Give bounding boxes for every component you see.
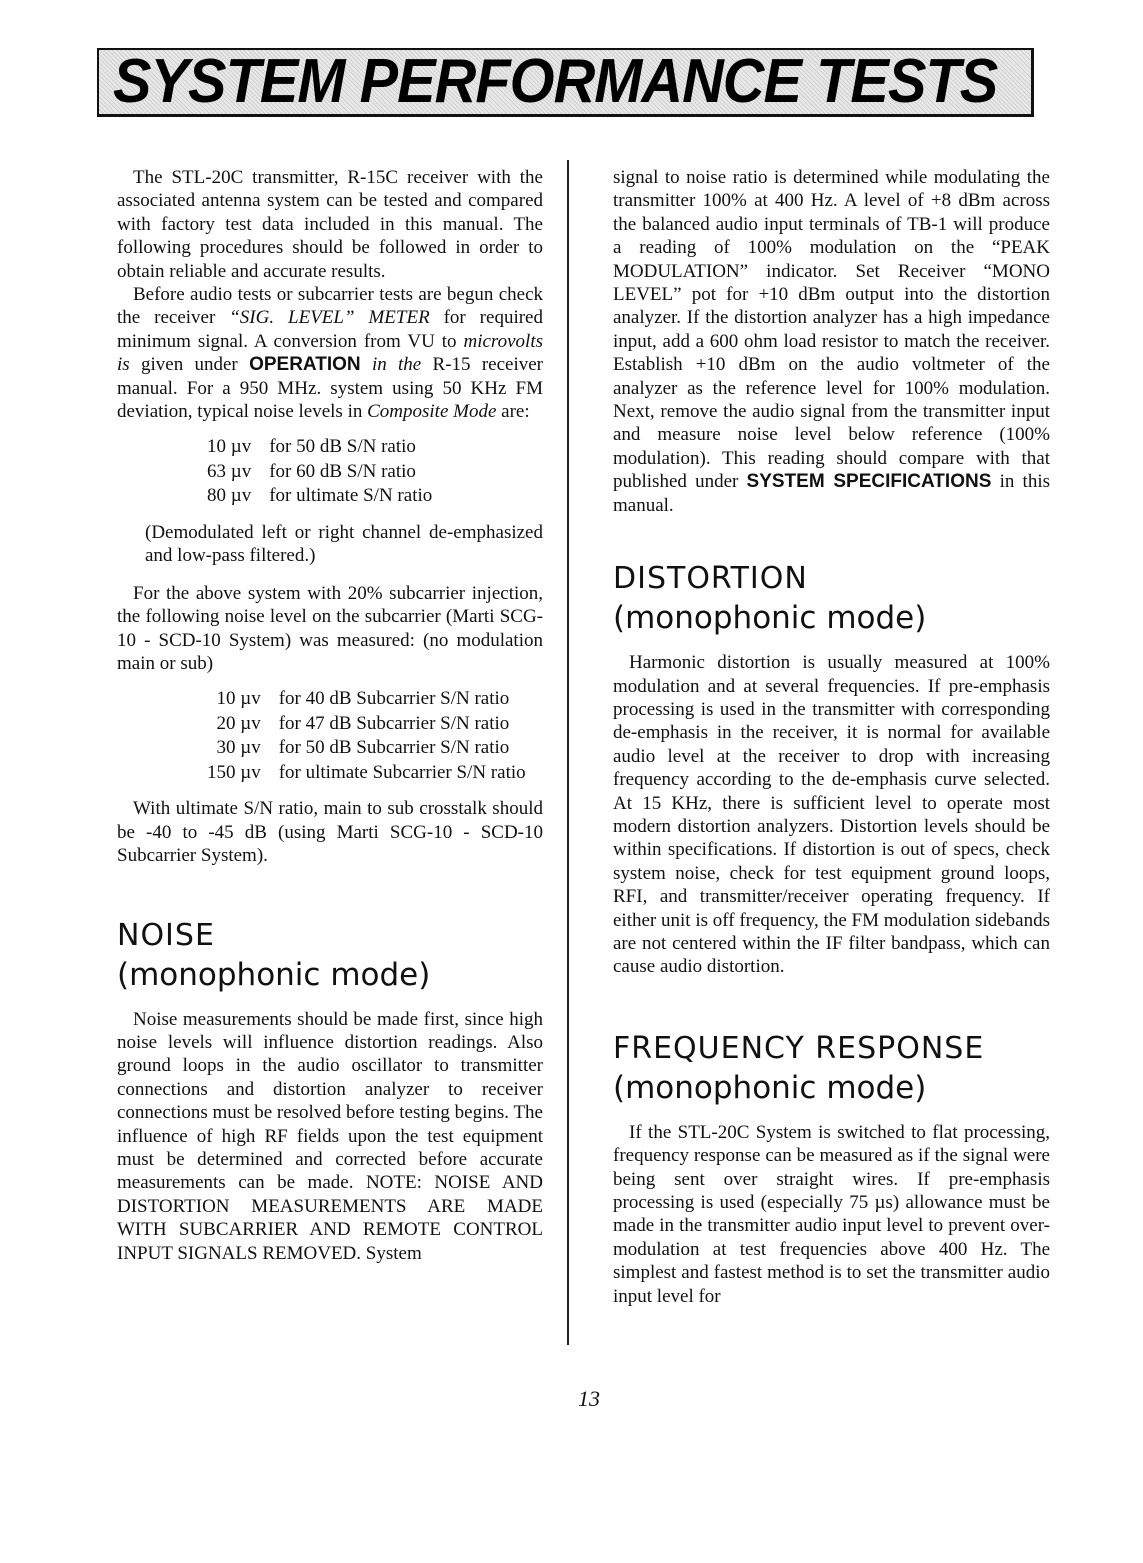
text-run: If the STL-20C System is switched to flat processing, frequency response can be measured as if the signal were being sent over straight wires. If pre-emphasis processing is used (especially 75 µs) allowance must be made in the transmitter audio input level to prevent over-modulation at test frequencies above 400 Hz. The simplest and fastest method is to set the transmitter audio input level for: [613, 1121, 1050, 1307]
text-run: Harmonic distortion is usually measured at 100% modulation and at several frequencies. If pre-emphasis processing is used in the transmitter with corresponding de-emphasis in the receiver, it is normal for available audio level at the receiver to drop with increasing frequency according to the de-emphasis curve selected. At 15 KHz, there is sufficient level to operate most modern distortion analyzers. Distortion levels should be within specifications. If distortion is out of specs, check system noise, check for test equipment ground loops, RFI, and transmitter/receiver operating frequency. If either unit is off frequency, the FM modulation sidebands are not centered within the IF filter bandpass, which can cause audio distortion.: [613, 652, 1050, 978]
text-run: for required minimum signal. A conversion from VU to: [117, 307, 543, 352]
level-value: 10 µv: [216, 688, 261, 710]
text-run: Before audio tests or subcarrier tests are begun check the receiver: [117, 284, 543, 329]
paragraph: [117, 283, 543, 423]
level-value: 30 µv: [216, 737, 261, 759]
level-description: for 60 dB S/N ratio: [269, 460, 416, 482]
level-value: 80 µv: [207, 485, 252, 507]
text-run: Composite Mode: [367, 401, 497, 423]
text-run: Noise measurements should be made first, since high noise levels will influence distortion readings. Also ground loops in the audio oscillator to transmitter connections and distortion analyzer to receiver connections must be resolved before testing begins. The influence of high RF fields upon the test equipment must be determined and corrected before accurate measurements can be made. NOTE: NOISE AND DISTORTION MEASUREMENTS ARE MADE WITH SUBCARRIER AND REMOTE CONTROL INPUT SIGNALS REMOVED. System: [117, 1008, 543, 1264]
level-row: [207, 460, 442, 485]
section-subheading: (monophonic mode): [613, 600, 927, 637]
level-description: for 47 dB Subcarrier S/N ratio: [278, 712, 510, 734]
column-divider: [567, 160, 569, 1345]
paragraph: [117, 166, 543, 283]
section-subheading: (monophonic mode): [117, 956, 431, 993]
paragraph: [117, 582, 543, 676]
section-heading-distortion: DISTORTION: [613, 561, 808, 597]
level-value: 63 µv: [207, 460, 252, 482]
level-description: for ultimate S/N ratio: [269, 485, 433, 507]
level-value: 20 µv: [216, 712, 261, 734]
text-run: For the above system with 20% subcarrier injection, the following noise level on the subcarrier (Marti SCG-10 - SCD-10 System) was measured: (no modulation main or sub): [117, 582, 543, 674]
level-description: for ultimate Subcarrier S/N ratio: [278, 761, 526, 783]
page-number: 13: [578, 1386, 600, 1411]
subcarrier-level-table: [207, 687, 536, 785]
level-description: for 50 dB Subcarrier S/N ratio: [278, 737, 510, 759]
level-value: 150 µv: [207, 761, 261, 783]
text-run: R-15 receiver manual. For a 950 MHz. system using 50 KHz FM deviation, typical noise levels in: [117, 354, 544, 423]
paragraph: [117, 797, 543, 867]
level-row: [207, 484, 442, 509]
section-subheading: (monophonic mode): [613, 1069, 927, 1106]
text-run: The STL-20C transmitter, R-15C receiver with the associated antenna system can be tested and compared with factory test data included in this manual. The following procedures should be followed in order to obtain reliable and accurate results.: [117, 167, 543, 282]
paragraph: [613, 651, 1050, 979]
section-heading-frequency-response: FREQUENCY RESPONSE: [613, 1030, 985, 1066]
text-run: in the: [371, 354, 422, 376]
level-row: [207, 761, 536, 786]
page-title: SYSTEM PERFORMANCE TESTS: [113, 48, 998, 116]
level-row: [207, 687, 536, 712]
level-row: [207, 435, 442, 460]
text-run: [361, 354, 372, 375]
section-heading-noise: NOISE: [117, 917, 215, 953]
level-value: 10 µv: [207, 436, 252, 458]
note: (Demodulated left or right channel de-emphasized and low-pass filtered.): [145, 521, 543, 567]
level-row: [207, 712, 536, 737]
level-description: for 40 dB Subcarrier S/N ratio: [278, 688, 510, 710]
text-run: With ultimate S/N ratio, main to sub crosstalk should be -40 to -45 dB (using Marti SCG-10 - SCD-10 Subcarrier System).: [117, 798, 543, 867]
text-run: are:: [496, 401, 530, 423]
right-column: [613, 166, 1050, 1308]
left-column: [117, 166, 543, 1265]
text-run: in this manual.: [613, 471, 1050, 516]
text-run: “SIG. LEVEL” METER: [229, 307, 430, 329]
text-run: signal to noise ratio is determined while modulating the transmitter 100% at 400 Hz. A level of +8 dBm across the balanced audio input terminals of TB-1 will produce a reading of 100% modulation on the “PEAK MODULATION” indicator. Set Receiver “MONO LEVEL” pot for +10 dBm output into the distortion analyzer. If the distortion analyzer has a high impedance input, add a 600 ohm load resistor to match the receiver. Establish +10 dBm on the audio voltmeter of the analyzer as the reference level for 100% modulation. Next, remove the audio signal from the transmitter input and measure noise level below reference (100% modulation). This reading should compare with that published under: [613, 167, 1050, 493]
paragraph: [613, 1121, 1050, 1308]
paragraph: [117, 1008, 543, 1265]
level-row: [207, 736, 536, 761]
noise-level-table: [207, 435, 442, 509]
title-banner: [97, 48, 1034, 117]
text-run: OPERATION: [249, 354, 361, 376]
level-description: for 50 dB S/N ratio: [269, 436, 416, 458]
text-run: microvolts is: [117, 330, 543, 376]
text-run: given under: [129, 354, 250, 376]
text-run: SYSTEM SPECIFICATIONS: [746, 471, 992, 493]
paragraph: [613, 166, 1050, 517]
